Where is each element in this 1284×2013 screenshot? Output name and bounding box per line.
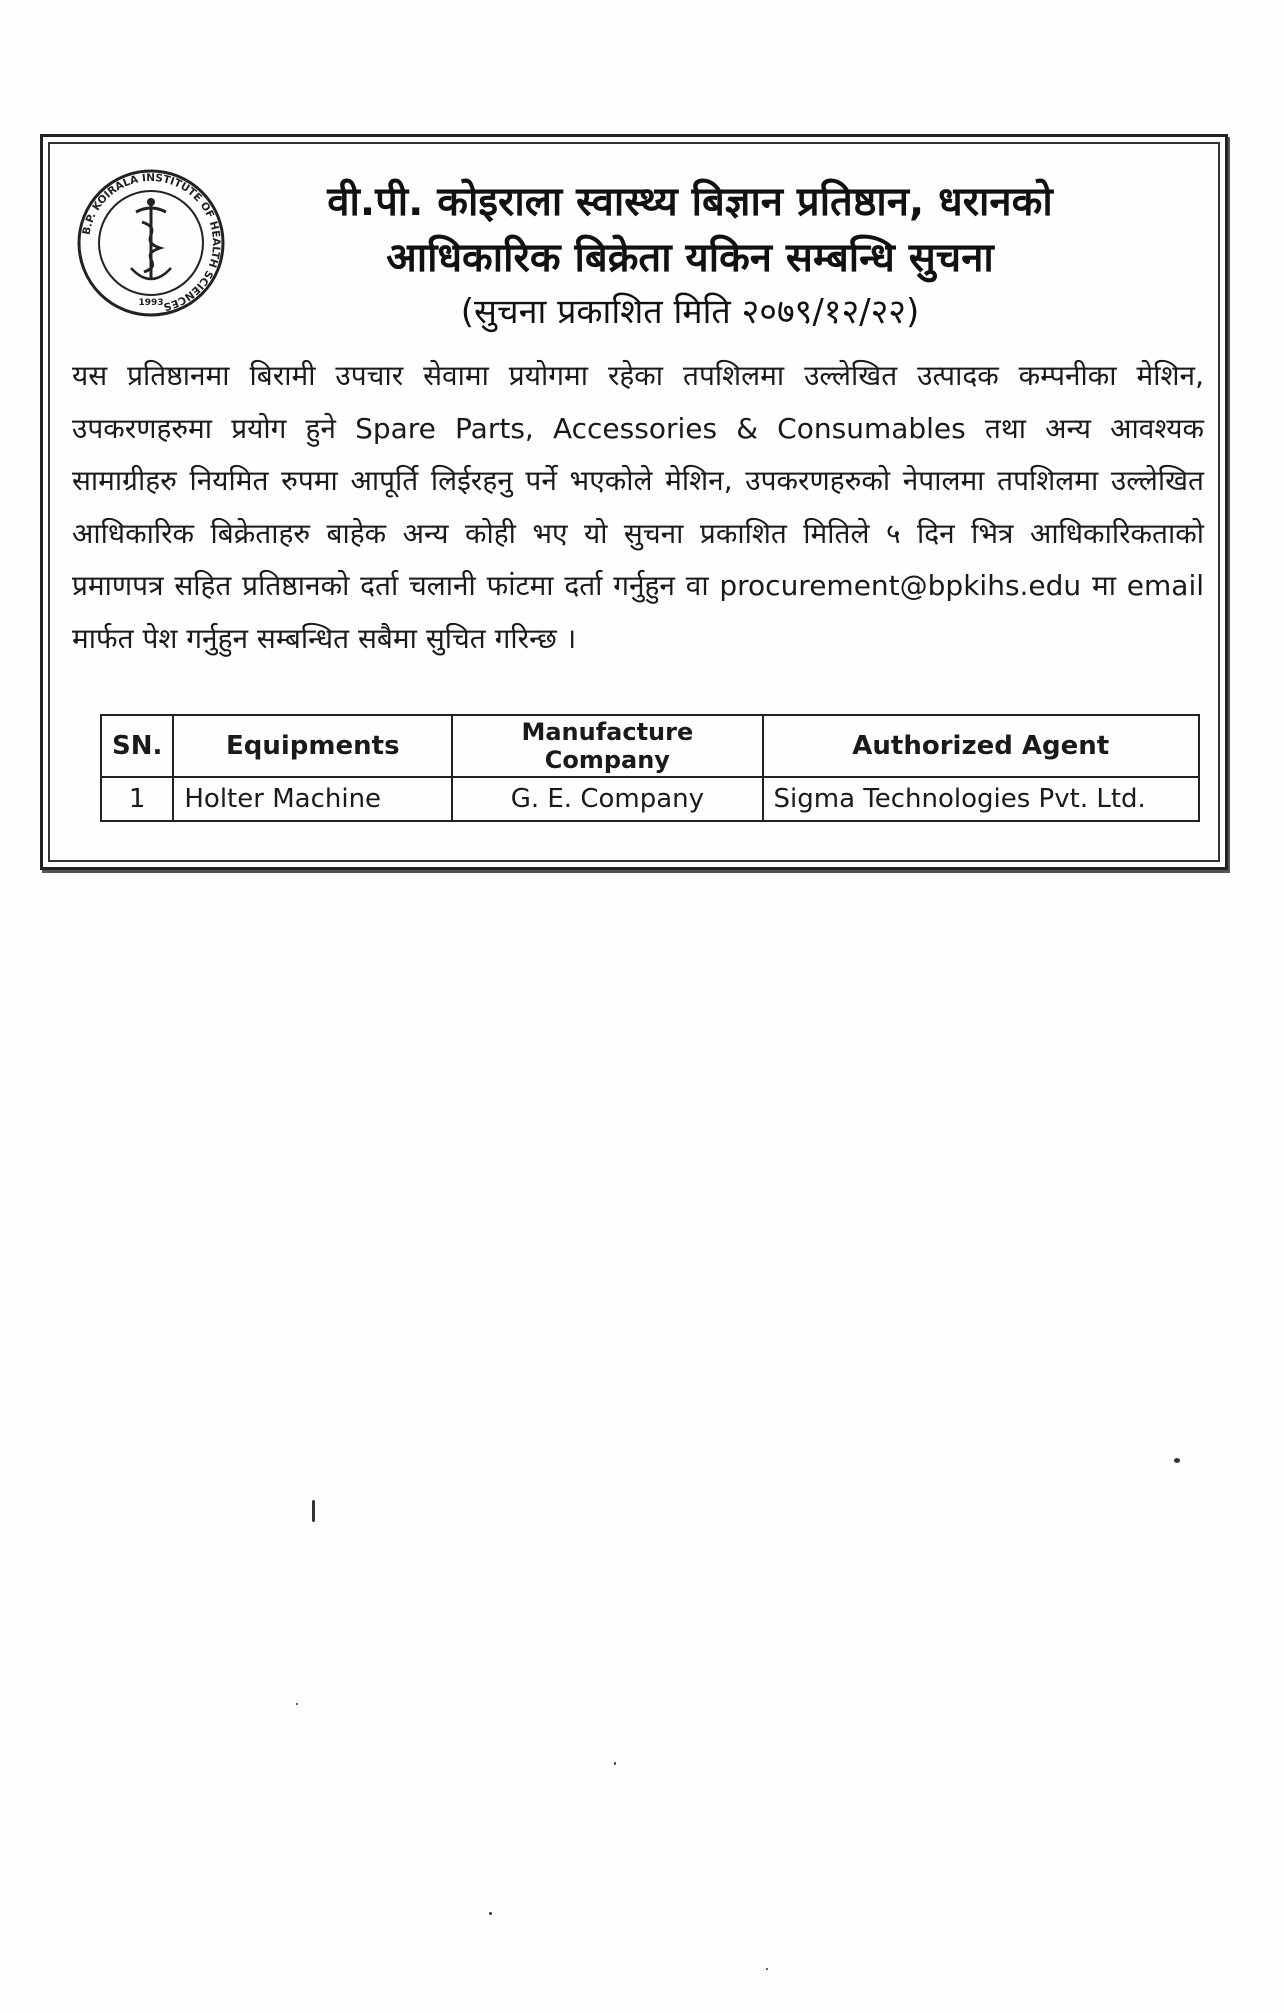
scan-speck [1174,1458,1180,1463]
header-equipments: Equipments [173,715,452,777]
table-row [101,777,1199,821]
cell-sn: 1 [101,777,173,821]
header-sn: SN. [101,715,173,777]
header-authorized-agent: Authorized Agent [763,715,1199,777]
scan-speck [489,1912,492,1915]
cell-equipment: Holter Machine [173,777,452,821]
scan-speck [312,1500,315,1522]
notice-title-block [240,174,1140,338]
scan-speck [766,1968,768,1970]
authorized-agent-table [100,714,1200,822]
notice-frame [40,134,1228,870]
cell-authorized-agent: Sigma Technologies Pvt. Ltd. [763,777,1199,821]
notice-title-line-1: वी.पी. कोइराला स्वास्थ्य बिज्ञान प्रतिष्ठान, धरानको [327,179,1053,225]
institute-logo-seal [76,168,226,318]
scan-speck [614,1762,616,1765]
svg-text:1993: 1993 [138,298,164,308]
notice-title-line-2: आधिकारिक बिक्रेता यकिन सम्बन्धि सुचना [386,235,994,281]
notice-body-text: यस प्रतिष्ठानमा बिरामी उपचार सेवामा प्रयोगमा रहेका तपशिलमा उल्लेखित उत्पादक कम्पनीका मेशिन, उपकरणहरुमा प्रयोग हुने Spare Parts, Accessories & Consumables तथा अन्य आवश्यक सामाग्रीहरु नियमित रुपमा आपूर्ति लिईरहनु पर्ने भएकोले मेशिन, उपकरणहरुको नेपालमा तपशिलमा उल्लेखित आधिकारिक बिक्रेताहरु बाहेक अन्य कोही भए यो सुचना प्रकाशित मितिले ५ दिन भित्र आधिकारिकताको प्रमाणपत्र सहित प्रतिष्ठानको दर्ता चलानी फांटमा दर्ता गर्नुहुन वा procurement@bpkihs.edu मा email मार्फत पेश गर्नुहुन सम्बन्धित सबैमा सुचित गरिन्छ । [72,359,1204,655]
svg-text:B.P. KOIRALA INSTITUTE OF HEAL: B.P. KOIRALA INSTITUTE OF HEALTH SCIENCES [80,171,223,313]
notice-inner-border [48,142,1220,862]
notice-publication-date: (सुचना प्रकाशित मिति २०७९/१२/२२) [460,292,920,332]
header-manufacture-company: Manufacture Company [452,715,762,777]
scan-speck [296,1703,298,1705]
cell-manufacture-company: G. E. Company [452,777,762,821]
table-header-row [101,715,1199,777]
